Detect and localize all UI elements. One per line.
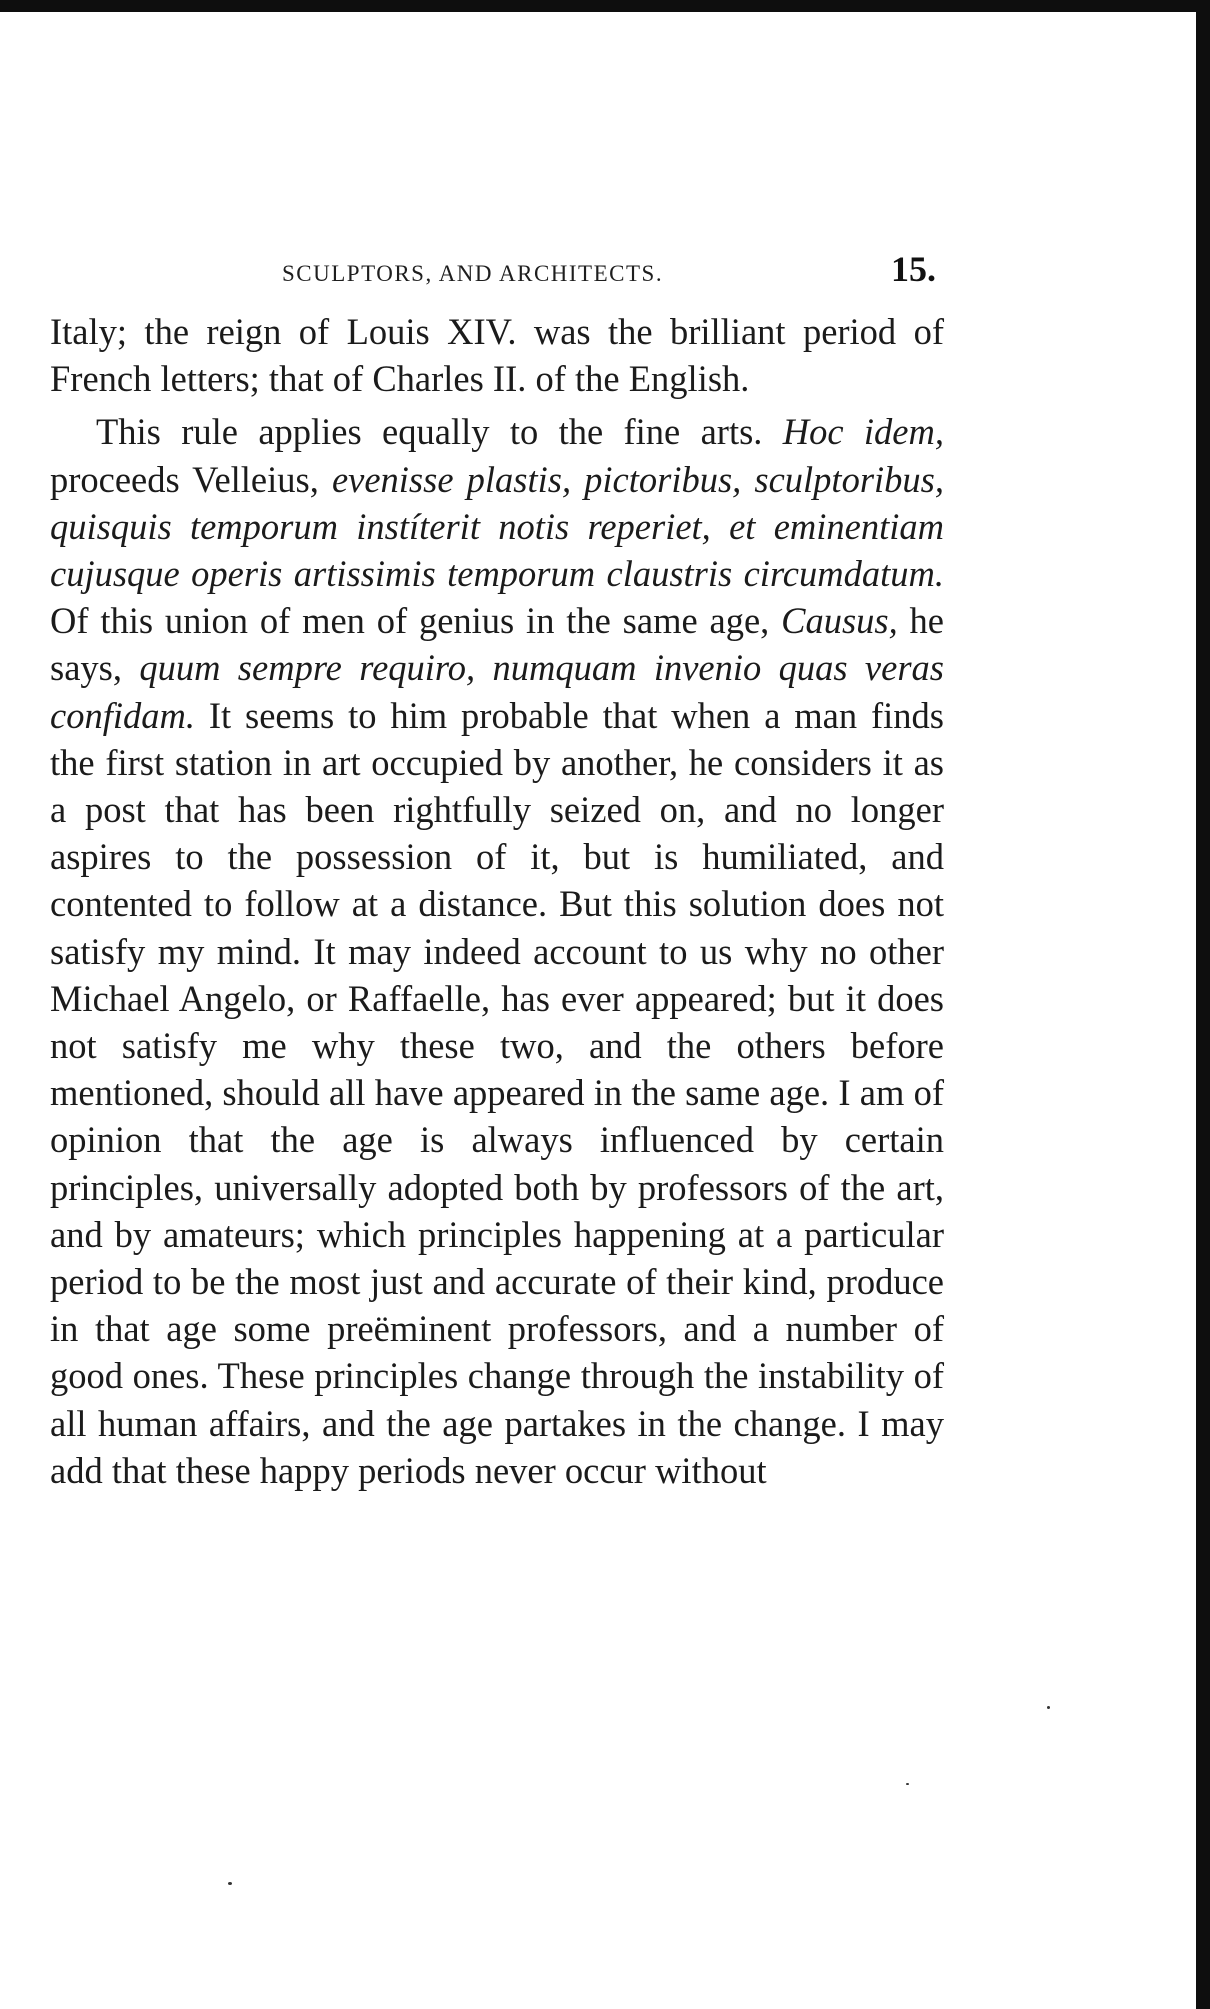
p2-latin-quote: evenisse plastis, pictoribus, sculptoribus, quisquis temporum instíterit notis reperiet, et eminentiam cujusque operis artissimis temporum claustris circumdatum. <box>50 458 944 595</box>
p2-latin-name: Causus, <box>781 600 898 642</box>
paragraph-2 <box>50 408 944 1494</box>
scan-right-edge <box>1196 0 1210 2009</box>
running-head-title: SCULPTORS, AND ARCHITECTS. <box>282 261 664 286</box>
p2-text-2: proceeds Velleius, <box>50 458 332 500</box>
p2-text-4: he says, <box>50 600 945 689</box>
scan-speck <box>1047 1706 1050 1709</box>
p2-text-1: This rule applies equally to the fine arts. <box>96 411 783 453</box>
p2-text-3: Of this union of men of genius in the same age, <box>50 600 782 642</box>
running-header <box>282 248 936 288</box>
scan-speck <box>906 1783 909 1785</box>
scan-speck <box>228 1882 232 1885</box>
p2-latin-quote-2: quum sempre requiro, numquam invenio quas veras confidam. <box>50 647 944 736</box>
page-number: 15. <box>891 249 936 289</box>
p2-latin-1: Hoc idem, <box>782 411 944 453</box>
paragraph-continued <box>50 308 944 402</box>
body-text <box>50 308 944 1494</box>
paragraph-1-text: Italy; the reign of Louis XIV. was the brilliant period of French letters; that of Charles II. of the English. <box>50 311 944 400</box>
p2-text-5: It seems to him probable that when a man finds the first station in art occupied by another, he considers it as a post that has been rightfully seized on, and no longer aspires to the possession of it, but is humiliated, and contented to follow at a distance. But this solution does not satisfy my mind. It may indeed account to us why no other Michael Angelo, or Raffaelle, has ever appeared; but it does not satisfy me why these two, and the others before mentioned, should all have appeared in the same age. I am of opinion that the age is always influenced by certain principles, universally adopted both by professors of the art, and by amateurs; which principles happening at a particular period to be the most just and accurate of their kind, produce in that age some preëminent professors, and a number of good ones. These principles change through the instability of all human affairs, and the age partakes in the change. I may add that these happy periods never occur without <box>50 694 944 1491</box>
